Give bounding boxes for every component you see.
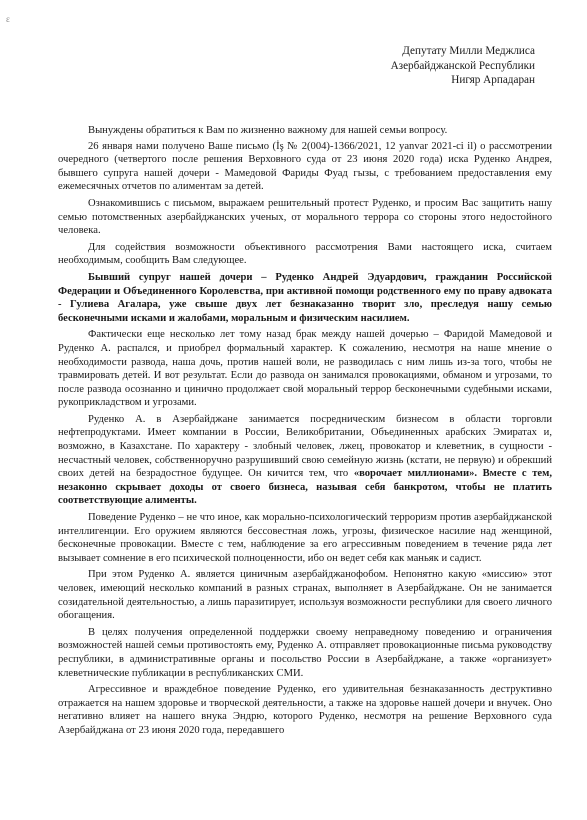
paragraph: В целях получения определенной поддержки своему неправедному поведению и ограничения возможностей нашей семьи противостоять ему, Руденко А. отправляет провокационные письма руководству республики, в административные органы и посольство России в Азербайджане, а также «организует» клеветнические публикации в республиканских СМИ. (58, 626, 552, 679)
paragraph: Поведение Руденко – не что иное, как морально-психологический терроризм против азербайджанской интеллигенции. Его оружием являются бессовестная ложь, угрозы, физическое насилие над женщиной, бесконечные провокации. Вместе с тем, наблюдение за его агрессивным поведением в течение ряда лет вызывает сомнение в его психической полноценности, ибо он ведет себя как маньяк и садист. (58, 512, 552, 564)
addressee-line: Азербайджанской Республики (390, 59, 535, 72)
corner-mark: ε (6, 14, 11, 24)
paragraph (58, 413, 552, 508)
paragraph: 26 января нами получено Ваше письмо (İş № 2(004)-1366/2021, 12 yanvar 2021-ci il) о рассмотрении очередного (четвертого после решения Верховного суда от 23 июня 2020 года) иска Руденко Андрея, бывшего супруга нашей дочери - Мамедовой Фариды Фуад гызы, с требованием предоставления ему ежемесячных отчетов по алиментам за детей. (58, 140, 552, 193)
paragraph: Вынуждены обратиться к Вам по жизненно важному для нашей семьи вопросу. (88, 125, 448, 136)
addressee-line: Нигяр Арпадаран (451, 74, 535, 86)
addressee-line: Депутату Милли Меджлиса (402, 45, 535, 57)
paragraph: Агрессивное и враждебное поведение Руденко, его удивительная безнаказанность деструктивно отражается на нашем здоровье и творческой деятельности, а также на здоровье нашей дочери и внучек. Оно негативно влияет на нашего внука Эндрю, которого Руденко, несмотря на решение Верховного суда Азербайджана от 23 июня 2020 года, передавшего (58, 684, 552, 736)
paragraph: При этом Руденко А. является циничным азербайджанофобом. Непонятно какую «миссию» этот человек, имеющий несколько компаний в разных странах, выполняет в Азербайджане. Он не занимается созидательной деятельностью, а лишь паразитирует, используя возможности республики для своего личного обогащения. (58, 569, 552, 622)
bold-text: Бывший супруг нашей дочери – Руденко Андрей Эдуардович, гражданин Российской Федерации и Объединенного Королевства, при активной помощи родственного ему по праву адвоката - Гулиева Агалара, уже свыше двух лет безнаказанно творит зло, преследуя нашу семью бесконечными исками и жалобами, моральным и физическим насилием. (58, 271, 552, 324)
paragraph-text: Руденко А. в Азербайджане занимается посредническим бизнесом в области торговли нефтепродуктами. Имеет компании в России, Великобритании, Объединенных арабских Эмиратах и, возможно, в Казахстане. По характеру - злобный человек, лжец, провокатор и клеветник, в сущности - несчастный человек, собственноручно разрушивший свою семейную жизнь (кстати, не первую) и обрекший своих детей на безрадостное будущее. Он кичится тем, что (58, 413, 552, 480)
paragraph: Ознакомившись с письмом, выражаем решительный протест Руденко, и просим Вас защитить нашу семью потомственных азербайджанских ученых, от морального террора со стороны этого недостойного человека. (58, 197, 552, 237)
addressee-block (391, 44, 535, 88)
paragraph: Для содействия возможности объективного рассмотрения Вами настоящего иска, считаем необходимым, сообщить Вам следующее. (58, 241, 552, 267)
letter-body (58, 124, 552, 741)
paragraph-bold (58, 271, 552, 325)
paragraph: Фактически еще несколько лет тому назад брак между нашей дочерью – Фаридой Мамедовой и Руденко А. распался, и приобрел формальный характер. К сожалению, несмотря на наше мнение о необходимости развода, наша дочь, против нашей воли, не разводилась с ним лишь из-за того, чтобы не травмировать детей. И вот результат. Если до развода он занимался провокациями, обманом и угрозами, то после развода осознанно и цинично продолжает свой моральный террор бесконечными судебными исками, рукоприкладством и угрозами. (58, 329, 552, 409)
bold-text: «ворочает миллионами». Вместе с тем, незаконно скрывает доходы от своего бизнеса, называя себя банкротом, чтобы не платить соответствующие алименты. (58, 468, 552, 507)
